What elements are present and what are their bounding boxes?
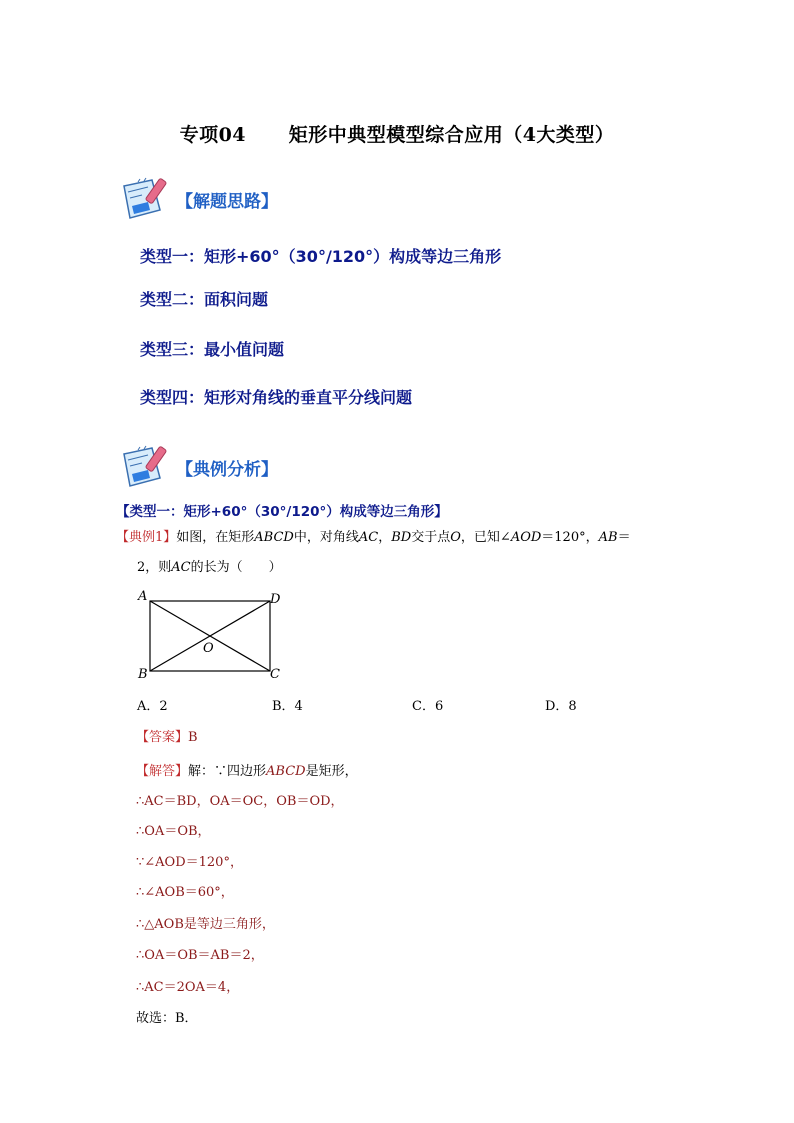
choice-b[interactable]: B．4 (272, 699, 303, 714)
var-ab: AB (598, 530, 618, 545)
banner-example-analysis (118, 444, 278, 490)
example-text: ＝120°， (541, 530, 599, 545)
solution-tag: 【解答】 (136, 764, 189, 779)
center-label-o: O (203, 641, 214, 656)
solution-step-4: ∴∠AOB＝60°， (136, 885, 234, 900)
solution-text: 是矩形， (305, 764, 358, 779)
choice-a[interactable]: A．2 (137, 699, 168, 714)
var-ac: AC (171, 560, 191, 575)
solution-step-1: ∴AC＝BD，OA＝OC，OB＝OD， (136, 794, 344, 809)
answer-value: B (188, 730, 198, 745)
banner-example-analysis-label: 【典例分析】 (176, 459, 278, 480)
choice-c[interactable]: C．6 (412, 699, 444, 714)
var-ac: AC (358, 530, 379, 545)
var-o: O (450, 530, 461, 545)
solution-step-6: ∴OA＝OB＝AB＝2， (136, 948, 264, 963)
example-text: 2，则 (137, 560, 172, 575)
type-item-4: 类型四：矩形对角线的垂直平分线问题 (140, 388, 413, 407)
example-text: 中，对角线 (293, 530, 359, 545)
banner-solution-approach-label: 【解题思路】 (176, 191, 278, 212)
solution-conclusion: 故选：B． (136, 1011, 198, 1026)
solution-text: 解：∵四边形 (188, 764, 267, 779)
banner-solution-approach (118, 176, 278, 222)
page-title: 专项04 矩形中典型模型综合应用（4大类型） (179, 124, 615, 146)
solution-step-7: ∴AC＝2OA＝4， (136, 980, 240, 995)
example-text: 如图，在矩形 (176, 530, 255, 545)
example-text: ， (378, 530, 392, 545)
type-item-2: 类型二：面积问题 (140, 290, 269, 309)
vertex-label-a: A (138, 589, 148, 604)
example-tag: 【典例1】 (116, 530, 177, 545)
section-title-type-1: 【类型一：矩形+60°（30°/120°）构成等边三角形】 (116, 504, 448, 520)
var-aod: AOD (510, 530, 542, 545)
solution-step-2: ∴OA＝OB， (136, 824, 211, 839)
var-abcd: ABCD (266, 764, 306, 779)
type-item-1: 类型一：矩形+60°（30°/120°）构成等边三角形 (140, 247, 502, 266)
example-text: ＝ (617, 530, 631, 545)
solution-intro (136, 760, 358, 779)
answer-line (136, 726, 198, 745)
example-1-line-2 (137, 558, 282, 578)
notebook-pencil-icon (118, 444, 178, 490)
answer-tag: 【答案】 (136, 730, 189, 745)
vertex-label-d: D (270, 592, 281, 607)
vertex-label-b: B (138, 667, 148, 682)
solution-step-3: ∵∠AOD＝120°， (136, 855, 243, 870)
notebook-pencil-icon (118, 176, 178, 222)
type-item-3: 类型三：最小值问题 (140, 340, 285, 359)
example-text: 的长为（ ） (190, 560, 282, 575)
solution-step-5: ∴△AOB是等边三角形， (136, 917, 275, 932)
var-abcd: ABCD (254, 530, 294, 545)
choice-d[interactable]: D．8 (545, 699, 577, 714)
rectangle-diagram (130, 586, 290, 686)
example-text: 交于点 (411, 530, 451, 545)
example-text: ，已知∠ (460, 530, 511, 545)
vertex-label-c: C (270, 667, 280, 682)
var-bd: BD (391, 530, 412, 545)
example-1-line-1 (116, 528, 631, 548)
